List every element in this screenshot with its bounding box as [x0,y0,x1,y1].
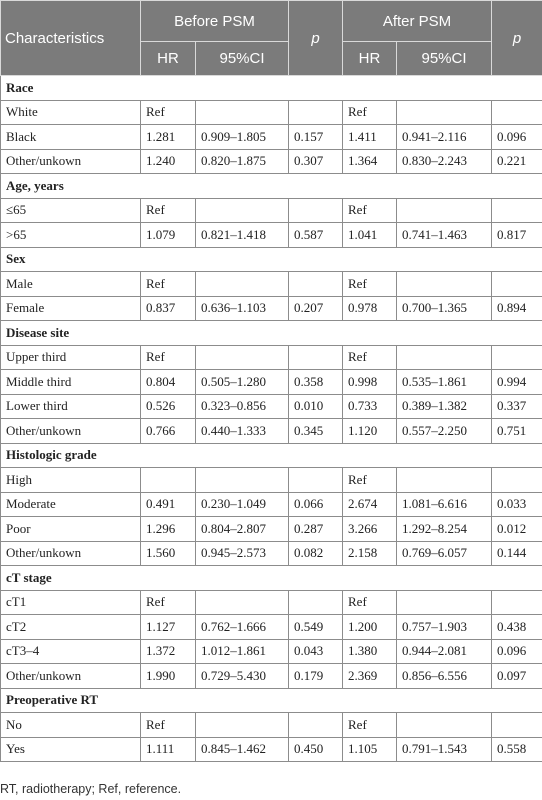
after-p-cell: 0.096 [492,125,542,150]
after-p-cell [492,100,542,125]
after-p-cell: 0.096 [492,639,542,664]
row-label: cT3–4 [1,639,141,664]
after-psm-header: After PSM [343,1,492,42]
section-row [1,247,542,272]
before-ci-cell: 0.230–1.049 [196,492,289,517]
characteristics-header: Characteristics [1,1,141,76]
before-p-cell [289,468,343,493]
after-p-cell [492,713,542,738]
after-hr-cell: Ref [343,198,397,223]
table-row [1,223,542,248]
after-hr-cell: 1.364 [343,149,397,174]
row-label: cT1 [1,590,141,615]
row-label: cT2 [1,615,141,640]
before-hr-cell: 0.526 [141,394,196,419]
table-row [1,664,542,689]
before-p-cell [289,590,343,615]
before-p-cell: 0.549 [289,615,343,640]
table-row [1,296,542,321]
row-label: ≤65 [1,198,141,223]
table-row [1,198,542,223]
after-p-cell: 0.751 [492,419,542,444]
after-hr-cell: 2.158 [343,541,397,566]
before-p-cell: 0.450 [289,737,343,762]
before-ci-cell: 0.323–0.856 [196,394,289,419]
after-ci-cell: 0.856–6.556 [397,664,492,689]
after-p-cell [492,272,542,297]
after-ci-cell: 1.081–6.616 [397,492,492,517]
before-ci-cell: 0.945–2.573 [196,541,289,566]
section-row [1,76,542,101]
table-row [1,517,542,542]
after-ci-cell: 0.769–6.057 [397,541,492,566]
after-hr-cell: Ref [343,468,397,493]
row-label: Female [1,296,141,321]
after-hr-cell: 1.411 [343,125,397,150]
row-label: Male [1,272,141,297]
after-p-cell: 0.438 [492,615,542,640]
before-hr-cell: Ref [141,272,196,297]
section-row [1,174,542,199]
before-hr-cell: Ref [141,198,196,223]
before-ci-cell [196,100,289,125]
after-hr-cell: Ref [343,100,397,125]
table-row [1,615,542,640]
before-p-cell [289,272,343,297]
before-p-cell: 0.358 [289,370,343,395]
before-hr-cell: 1.127 [141,615,196,640]
before-hr-cell: 1.111 [141,737,196,762]
after-p-cell [492,345,542,370]
before-ci-header: 95%CI [196,42,289,76]
row-label: Other/unkown [1,664,141,689]
after-hr-cell: Ref [343,713,397,738]
before-p-cell: 0.179 [289,664,343,689]
after-p-cell [492,468,542,493]
after-ci-cell: 0.791–1.543 [397,737,492,762]
row-label: Black [1,125,141,150]
section-row [1,688,542,713]
before-p-cell [289,713,343,738]
before-hr-cell: 1.079 [141,223,196,248]
before-p-cell: 0.207 [289,296,343,321]
after-hr-cell: 1.380 [343,639,397,664]
before-hr-cell: 1.296 [141,517,196,542]
after-p-cell [492,198,542,223]
before-p-cell: 0.082 [289,541,343,566]
table-header [1,1,542,76]
section-heading: Disease site [1,321,542,346]
after-hr-header: HR [343,42,397,76]
after-ci-cell [397,272,492,297]
before-hr-cell: 0.804 [141,370,196,395]
table-row [1,345,542,370]
after-hr-cell: 1.041 [343,223,397,248]
before-ci-cell: 0.821–1.418 [196,223,289,248]
before-ci-cell: 0.729–5.430 [196,664,289,689]
table-row [1,639,542,664]
after-p-cell: 0.097 [492,664,542,689]
after-ci-cell [397,468,492,493]
after-p-cell: 0.144 [492,541,542,566]
table-row [1,492,542,517]
after-ci-cell: 0.700–1.365 [397,296,492,321]
table-row [1,272,542,297]
after-p-cell: 0.558 [492,737,542,762]
before-hr-cell [141,468,196,493]
before-p-header: p [289,1,343,76]
row-label: Yes [1,737,141,762]
row-label: White [1,100,141,125]
table-row [1,100,542,125]
table-row [1,149,542,174]
before-ci-cell: 0.804–2.807 [196,517,289,542]
after-p-cell: 0.337 [492,394,542,419]
after-ci-cell [397,713,492,738]
after-ci-cell [397,345,492,370]
section-heading: Sex [1,247,542,272]
table-row [1,370,542,395]
row-label: Upper third [1,345,141,370]
before-p-cell [289,345,343,370]
before-hr-cell: Ref [141,345,196,370]
section-heading: cT stage [1,566,542,591]
after-ci-cell: 0.535–1.861 [397,370,492,395]
before-hr-cell: Ref [141,713,196,738]
row-label: Lower third [1,394,141,419]
before-ci-cell [196,198,289,223]
before-ci-cell: 0.505–1.280 [196,370,289,395]
row-label: >65 [1,223,141,248]
section-row [1,321,542,346]
before-hr-cell: Ref [141,590,196,615]
after-hr-cell: 3.266 [343,517,397,542]
before-ci-cell: 0.820–1.875 [196,149,289,174]
after-hr-cell: Ref [343,345,397,370]
after-ci-cell: 0.941–2.116 [397,125,492,150]
table-row [1,468,542,493]
after-ci-cell: 0.389–1.382 [397,394,492,419]
after-p-header: p [492,1,542,76]
before-ci-cell: 0.762–1.666 [196,615,289,640]
table-row [1,713,542,738]
before-hr-header: HR [141,42,196,76]
row-label: Moderate [1,492,141,517]
section-heading: Preoperative RT [1,688,542,713]
after-ci-cell: 0.557–2.250 [397,419,492,444]
before-hr-cell: 1.560 [141,541,196,566]
row-label: No [1,713,141,738]
before-ci-cell: 0.440–1.333 [196,419,289,444]
after-hr-cell: Ref [343,590,397,615]
table-row [1,737,542,762]
before-hr-cell: 1.990 [141,664,196,689]
after-ci-cell [397,590,492,615]
before-p-cell [289,198,343,223]
table-row [1,419,542,444]
section-row [1,443,542,468]
row-label: Middle third [1,370,141,395]
row-label: High [1,468,141,493]
after-p-cell: 0.012 [492,517,542,542]
before-ci-cell: 0.636–1.103 [196,296,289,321]
before-p-cell: 0.345 [289,419,343,444]
table-footnote: RT, radiotherapy; Ref, reference. [0,782,182,796]
before-hr-cell: 0.837 [141,296,196,321]
table-row [1,541,542,566]
section-heading: Histologic grade [1,443,542,468]
after-p-cell: 0.033 [492,492,542,517]
after-p-cell: 0.894 [492,296,542,321]
section-heading: Race [1,76,542,101]
after-ci-cell: 0.741–1.463 [397,223,492,248]
before-ci-cell: 0.845–1.462 [196,737,289,762]
before-p-cell: 0.157 [289,125,343,150]
after-p-cell [492,590,542,615]
before-ci-cell [196,468,289,493]
after-ci-cell: 0.757–1.903 [397,615,492,640]
after-hr-cell: 1.120 [343,419,397,444]
after-hr-cell: 0.978 [343,296,397,321]
before-ci-cell [196,345,289,370]
table-row [1,590,542,615]
after-hr-cell: 2.674 [343,492,397,517]
after-p-cell: 0.994 [492,370,542,395]
before-p-cell: 0.287 [289,517,343,542]
after-hr-cell: Ref [343,272,397,297]
before-p-cell [289,100,343,125]
row-label: Poor [1,517,141,542]
after-p-cell: 0.817 [492,223,542,248]
after-hr-cell: 0.998 [343,370,397,395]
before-hr-cell: 1.372 [141,639,196,664]
table-body [1,76,542,762]
after-p-cell: 0.221 [492,149,542,174]
before-psm-header: Before PSM [141,1,289,42]
after-ci-header: 95%CI [397,42,492,76]
after-hr-cell: 0.733 [343,394,397,419]
after-ci-cell: 0.830–2.243 [397,149,492,174]
after-hr-cell: 1.200 [343,615,397,640]
section-heading: Age, years [1,174,542,199]
before-ci-cell: 1.012–1.861 [196,639,289,664]
before-hr-cell: 1.281 [141,125,196,150]
after-hr-cell: 1.105 [343,737,397,762]
before-p-cell: 0.307 [289,149,343,174]
before-ci-cell [196,713,289,738]
after-ci-cell [397,100,492,125]
after-ci-cell: 1.292–8.254 [397,517,492,542]
before-hr-cell: Ref [141,100,196,125]
before-p-cell: 0.010 [289,394,343,419]
before-hr-cell: 0.766 [141,419,196,444]
before-hr-cell: 0.491 [141,492,196,517]
after-hr-cell: 2.369 [343,664,397,689]
row-label: Other/unkown [1,419,141,444]
table-row [1,125,542,150]
after-ci-cell: 0.944–2.081 [397,639,492,664]
table-row [1,394,542,419]
before-p-cell: 0.587 [289,223,343,248]
before-p-cell: 0.066 [289,492,343,517]
before-p-cell: 0.043 [289,639,343,664]
after-ci-cell [397,198,492,223]
before-ci-cell [196,272,289,297]
section-row [1,566,542,591]
before-ci-cell [196,590,289,615]
row-label: Other/unkown [1,541,141,566]
before-hr-cell: 1.240 [141,149,196,174]
before-ci-cell: 0.909–1.805 [196,125,289,150]
row-label: Other/unkown [1,149,141,174]
